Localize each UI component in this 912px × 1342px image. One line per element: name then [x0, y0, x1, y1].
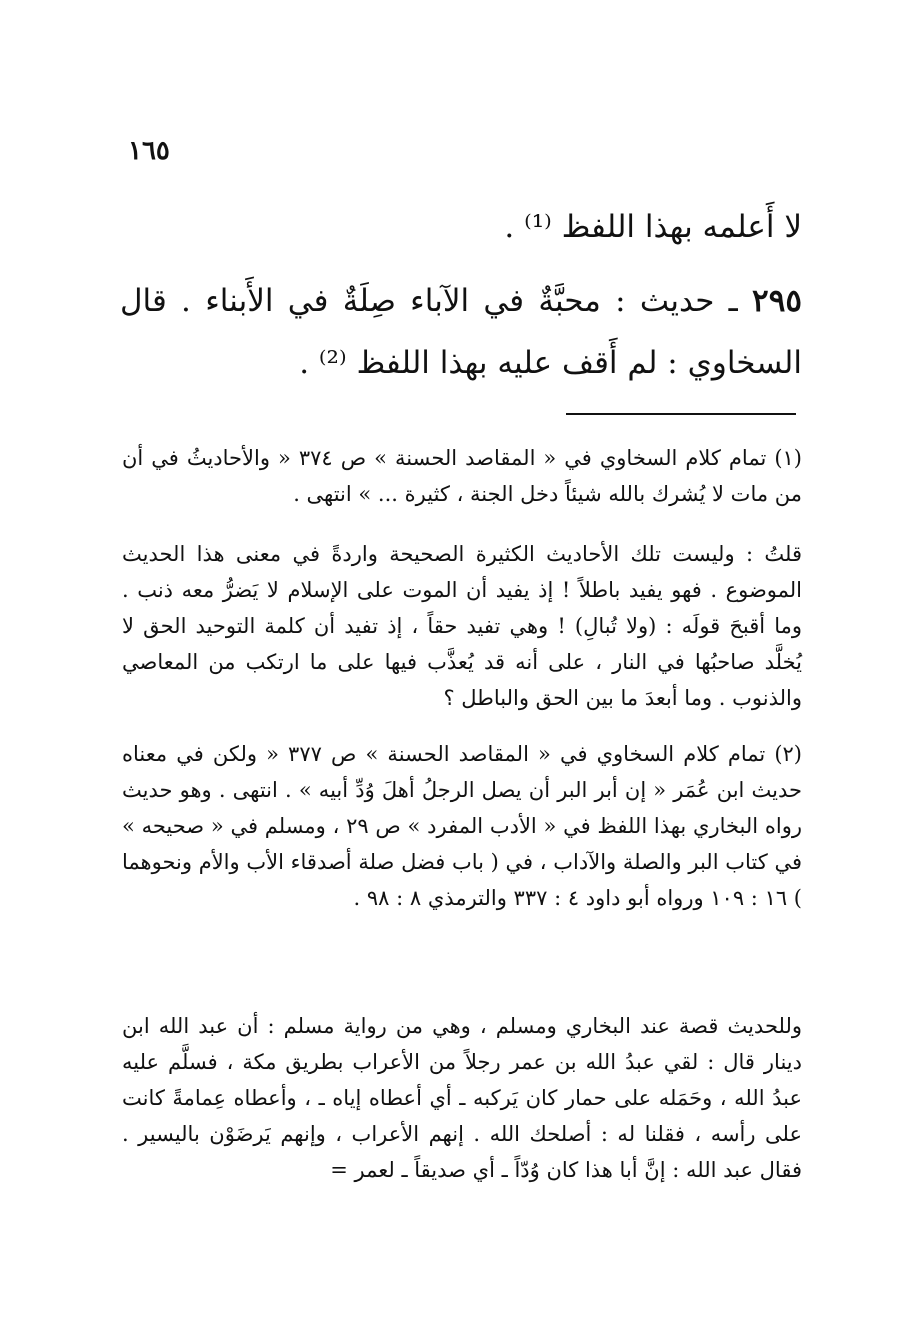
main-text-continuation: لا أَعلمه بهذا اللفظ ⁽¹⁾ .: [504, 209, 802, 245]
footnote-2-continuation: وللحديث قصة عند البخاري ومسلم ، وهي من رواية مسلم : أن عبد الله ابن دينار قال : لقي عبدُ الله بن عمر رجلاً من الأعراب بطريق مكة ، فسلَّم عليه عبدُ الله ، وحَمَله على حمار كان يَركبه ـ أي أعطاه إياه ـ ، وأعطاه عِمامةً كانت على رأسه ، فقلنا له : أصلحك الله . إنهم الأعراب ، وإنهم يَرضَوْن باليسير . فقال عبد الله : إنَّ أبا هذا كان وُدّاً ـ أي صديقاً ـ لعمر =: [122, 1014, 802, 1182]
hadith-entry: [120, 270, 802, 394]
page-number: ١٦٥: [128, 136, 170, 166]
hadith-number: ٢٩٥: [752, 283, 802, 319]
main-text-line-1: [120, 196, 802, 258]
hadith-paragraph: [120, 270, 802, 394]
hadith-text: ـ حديث : محبَّةٌ في الآباء صِلَةٌ في الأَبناء . قال السخاوي : لم أَقف عليه بهذا اللفظ ⁽²⁾ .: [120, 283, 802, 381]
footnote-2: (٢) تمام كلام السخاوي في « المقاصد الحسنة » ص ٣٧٧ « ولكن في معناه حديث ابن عُمَر « إن أبر البر أن يصل الرجلُ أهلَ وُدِّ أبيه » . انتهى . وهو حديث رواه البخاري بهذا اللفظ في « الأدب المفرد » ص ٢٩ ، ومسلم في « صحيحه » في كتاب البر والصلة والآداب ، في ( باب فضل صلة أصدقاء الأب والأم ونحوهما ) ١٦ : ١٠٩ ورواه أبو داود ٤ : ٣٣٧ والترمذي ٨ : ٩٨ .: [122, 742, 802, 910]
footnote-divider: [566, 413, 796, 415]
footnote-1: (١) تمام كلام السخاوي في « المقاصد الحسنة » ص ٣٧٤ « والأحاديثُ في أن من مات لا يُشرك بالله شيئاً دخل الجنة ، كثيرة ... » انتهى .: [122, 446, 802, 506]
footnote-1-comment: قلتُ : وليست تلك الأحاديث الكثيرة الصحيحة واردةً في معنى هذا الحديث الموضوع . فهو يفيد باطلاً ! إذ يفيد أن الموت على الإسلام لا يَضرُّ معه ذنب . وما أقبحَ قولَه : (ولا تُبالِ) ! وهي تفيد حقاً ، إذ تفيد أن كلمة التوحيد الحق لا يُخلَّد صاحبُها في النار ، على أنه قد يُعذَّب فيها على ما ارتكب من المعاصي والذنوب . وما أبعدَ ما بين الحق والباطل ؟: [122, 542, 802, 710]
